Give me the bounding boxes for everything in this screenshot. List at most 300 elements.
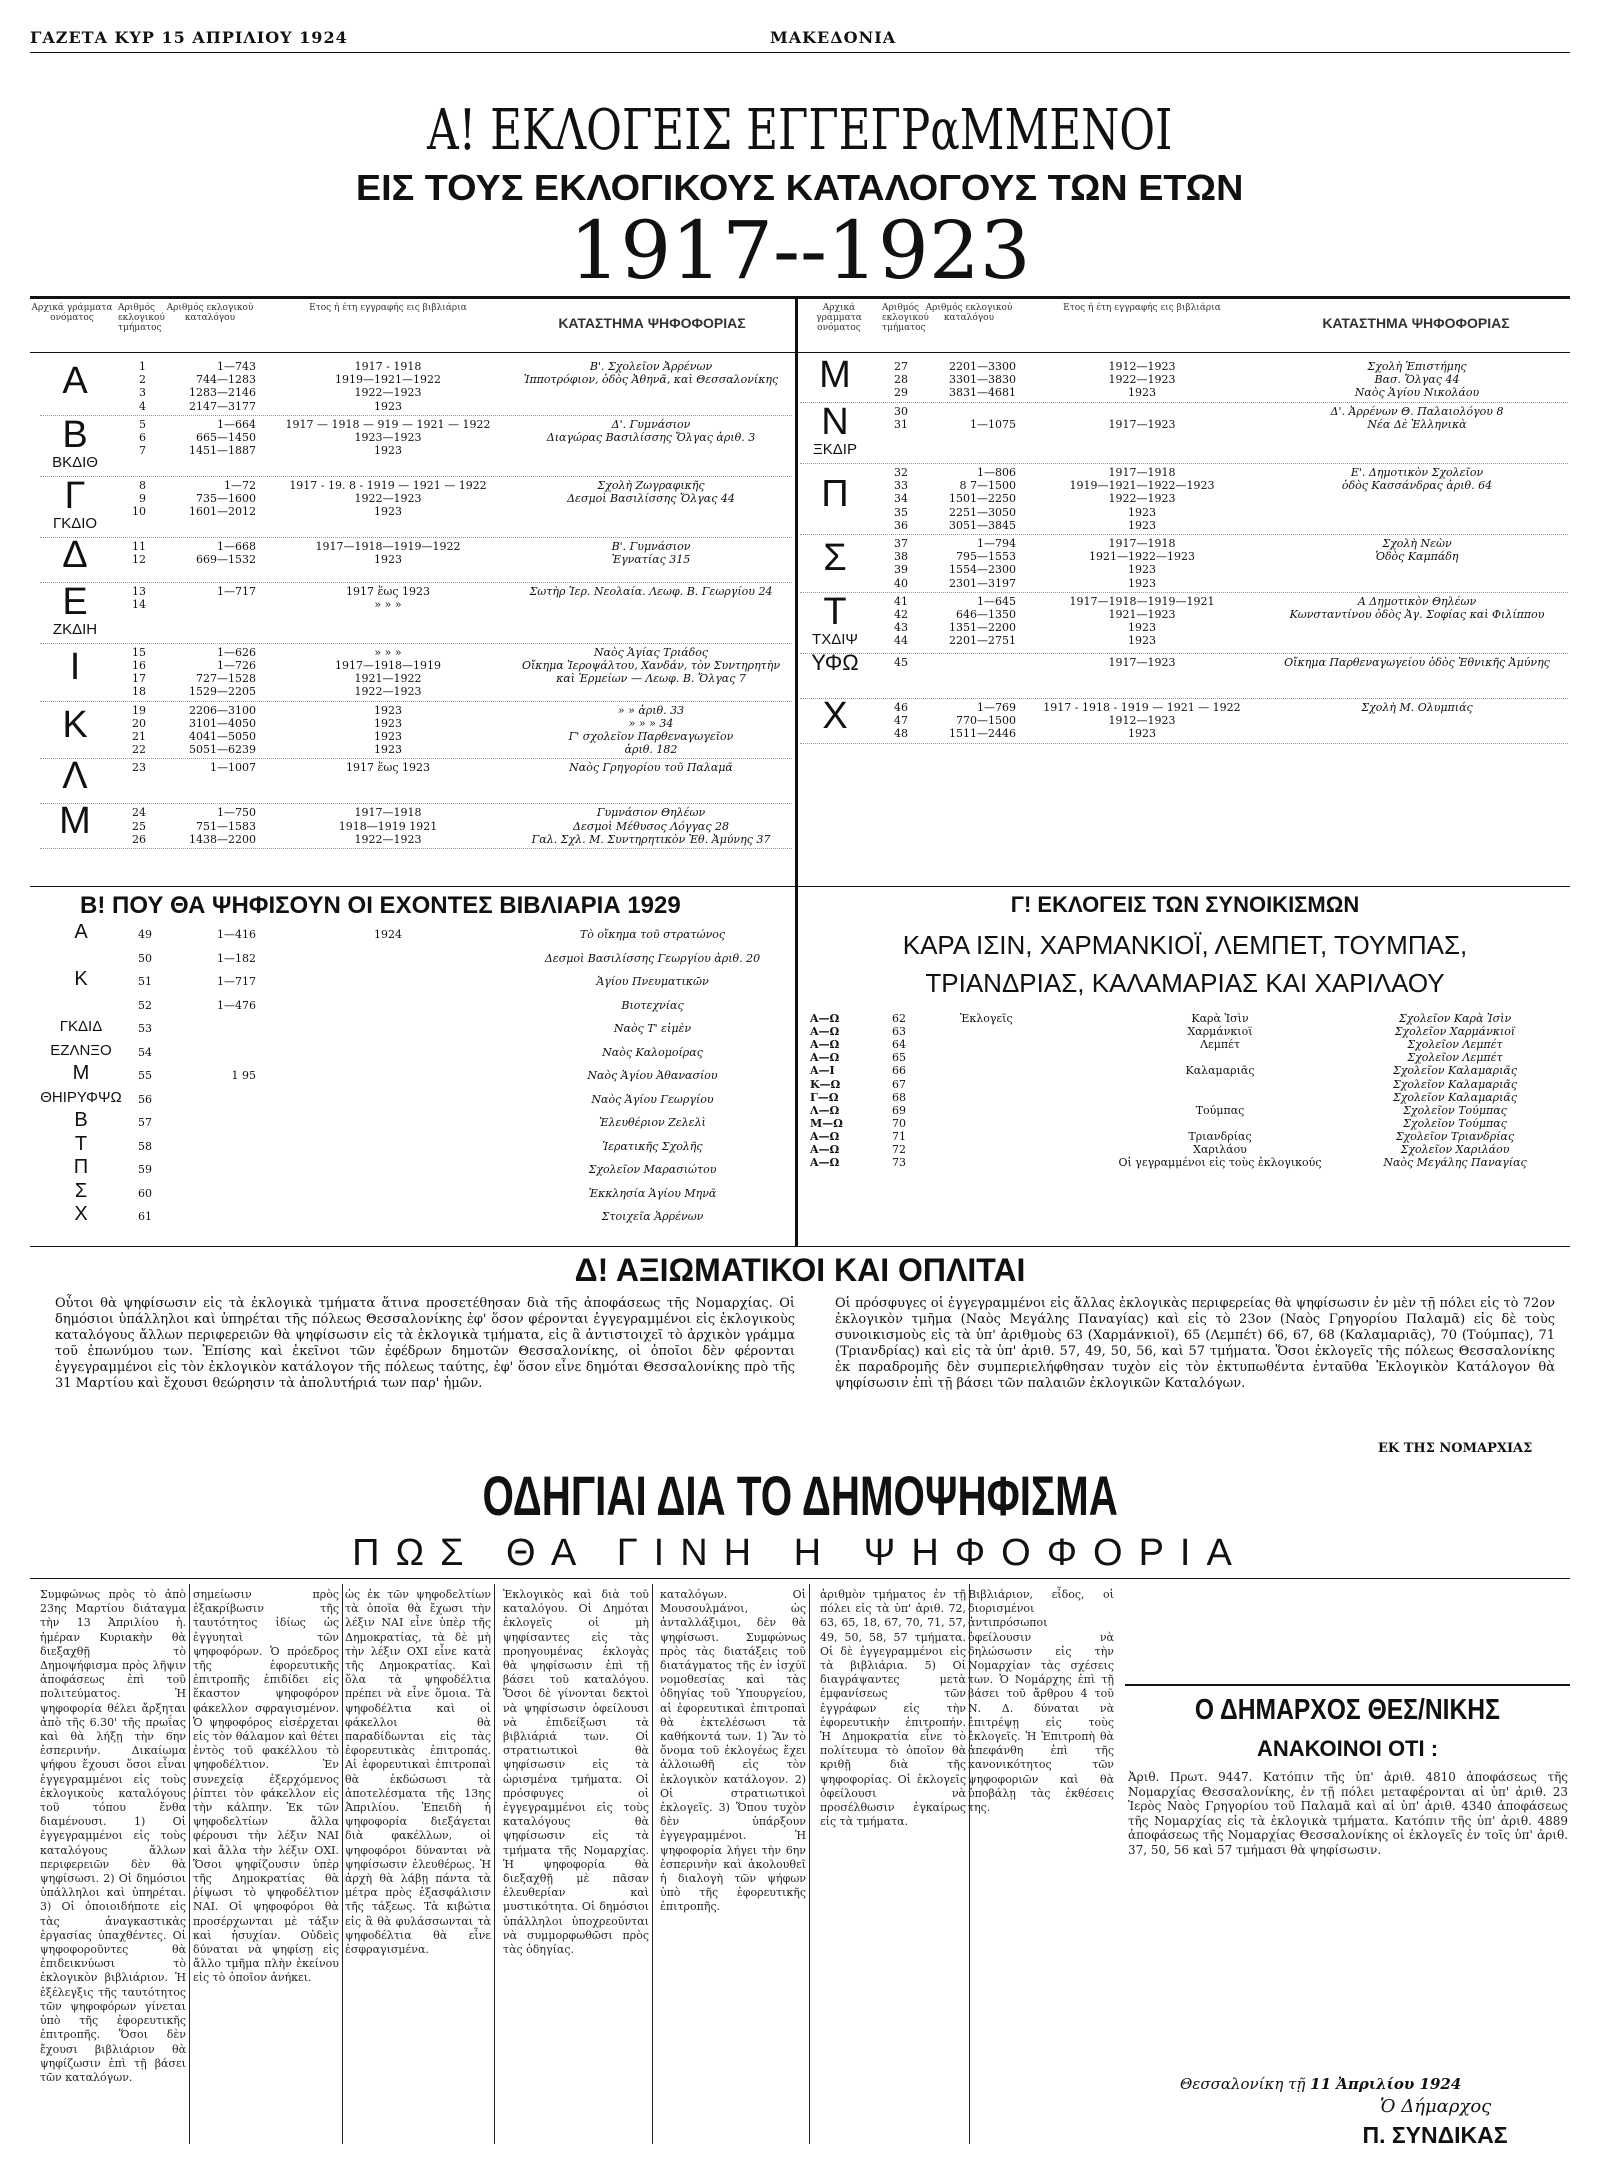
section-number: 54 (138, 1045, 152, 1059)
catalog-range: 1511—2446 (949, 727, 1016, 741)
registration-years: 1923—1923 (354, 431, 422, 444)
polling-station: Δεσμοὶ Βασιλίσσης Ὄλγας 44 (567, 492, 735, 505)
mayor-box-rule (1125, 1684, 1570, 1686)
letter-range: Κ—Ω (810, 1077, 841, 1091)
registration-years: 1923 (1128, 634, 1156, 648)
section-number: 7 (139, 444, 146, 458)
section-number: 19 (132, 703, 146, 717)
registration-years: 1921—1923 (1108, 608, 1176, 621)
catalog-range: 665—1450 (196, 431, 256, 444)
group-subletters: ΞΚΔΙΡ (813, 441, 857, 458)
polling-station: Διαγώρας Βασιλίσσης Ὄλγας ἀριθ. 3 (546, 431, 756, 444)
group-letter: Μ (59, 800, 91, 843)
hdr-station-r: ΚΑΤΑΣΤΗΜΑ ΨΗΦΟΦΟΡΙΑΣ (1322, 315, 1510, 331)
letter-range: Α—Ω (810, 1038, 840, 1052)
registration-years: 1923 (374, 743, 402, 757)
catalog-range: 1—806 (977, 466, 1016, 479)
mayor-subtitle: ΑΝΑΚΟΙΝΟΙ ΟΤΙ : (1256, 1736, 1439, 1761)
registration-years: 1917 ἕως 1923 (345, 584, 430, 598)
group-letter: Μ (72, 1062, 90, 1084)
polling-station: Βιοτεχνίας (621, 998, 684, 1012)
registration-years: 1924 (374, 928, 402, 941)
group-subletters: ΒΚΔΙΘ (52, 453, 98, 471)
section-number: 49 (138, 928, 152, 941)
group-rule (40, 848, 792, 849)
polling-station: Σχολεῖον Καλαμαριᾶς (1392, 1090, 1518, 1104)
group-letter: Π (73, 1156, 89, 1178)
letter-range: Α—Ω (810, 1156, 840, 1170)
group-letter: Χ (822, 694, 848, 737)
registration-years: 1923 (1128, 576, 1156, 590)
catalog-range: 3051—3845 (949, 518, 1016, 532)
catalog-range: 1351—2200 (949, 621, 1016, 635)
section-number: 37 (894, 537, 908, 550)
section-d-left-text: Οὗτοι θὰ ψηφίσωσιν εἰς τὰ ἐκλογικὰ τμήματα ἅτινα προσετέθησαν διὰ τῆς ἀποφάσεως τῆς Νομαρχίας. Οἱ δημόσιοι ὑπάλληλοι καὶ ὑπηρέται τῆς πόλεως Θεσσαλονίκης ἐφ' ὅσον φέρονται ἐγγεγραμμένοι εἰς ἐκλογικοὺς καταλόγους ἄλλων περιφερειῶν θὰ ψηφίσωσιν εἰς τὰ ἐκλογικὰ τμήματα, εἰς ἃ ἀντιστοιχεῖ τὸ ἀρχικὸν γράμμα τοῦ ἐπωνύμου των. Ἐπίσης καὶ ἐκεῖνοι τῶν ἐφέδρων δημοτῶν Θεσσαλονίκης, οἱ ὁποῖοι δὲν φέρονται ἐγγεγραμμένοι εἰς τὸν ἐκλογικὸν κατάλογον τῆς πόλεως ταύτης, ἐφ' ὅσον εἶνε δημόται Θεσσαλονίκης πρὸ τῆς 31 Μαρτίου καὶ ἔχουσι θεώρησιν τὰ ἀπολυτήριά των παρ' ἡμῶν. (55, 1296, 795, 1391)
hdr-numbers-l: Αριθμός εκλογικού καταλόγου (166, 303, 254, 323)
section-b-title: Β! ΠΟΥ ΘΑ ΨΗΦΙΣΟΥΝ ΟΙ ΕΧΟΝΤΕΣ ΒΙΒΛΙΑΡΙΑ 1929 (80, 892, 681, 919)
catalog-range: 1 95 (231, 1069, 256, 1082)
section-number: 63 (892, 1025, 906, 1039)
group-letter: Τ (823, 590, 847, 633)
section-number: 26 (132, 832, 146, 846)
group-letter: Β (74, 1109, 88, 1131)
mayor-title: Ο ΔΗΜΑΡΧΟΣ ΘΕΣ/ΝΙΚΗΣ (1195, 1694, 1500, 1726)
section-number: 52 (138, 998, 152, 1012)
letter-range: Μ—Ω (810, 1116, 843, 1130)
group-letter: Π (821, 473, 849, 515)
group-letter: Α (62, 360, 88, 403)
catalog-range: 646—1350 (956, 608, 1016, 621)
catalog-range: 1—717 (217, 584, 256, 598)
hdr-years-r: Ετος ή έτη εγγραφής εις βιβλιάρια (1063, 303, 1221, 313)
section-number: 57 (138, 1116, 152, 1129)
polling-station: Ναὸς Τ' εἰμὲν (613, 1022, 692, 1035)
settlement: Χαρμάνκιοϊ (1187, 1025, 1253, 1039)
polling-station: Ναὸς Ἁγίου Ἀθανασίου (587, 1069, 718, 1082)
group-letter: Β (62, 413, 88, 456)
polling-station: Ναὸς Ἁγίου Γεωργίου (591, 1092, 714, 1106)
letter-range: Α—Ω (810, 1025, 840, 1039)
column-rule (494, 1584, 495, 2144)
polling-station: Δεσμοὶ Βασιλίσσης Γεωργίου ἀριθ. 20 (544, 951, 761, 965)
polling-station: Σχολεῖον Τριανδρίας (1395, 1129, 1515, 1143)
group-rule (40, 537, 792, 538)
instruction-column: Βιβλιάριον, εἶδος, οἱ διορισμένοι ἀντιπρόσωποι ὀφείλουσιν νὰ δηλώσωσιν εἰς τὴν Νομαρχίαν τὰς σχέσεις των. Ὁ Νομάρχης ἐπὶ τῇ βάσει τοῦ ἄρθρου 4 τοῦ Ν. Δ. δύναται νὰ ἐπιτρέψῃ εἰς τοὺς ἐκλογεῖς. Ἡ Ἐπιτροπὴ θὰ ἀπεφάνθη ἐπὶ τῆς κανονικότητος τῶν ψηφοφοριῶν καὶ θὰ ὑποβάλῃ τὰς ἐκθέσεις της. (968, 1588, 1114, 1815)
polling-station: Γ' σχολεῖον Παρθεναγωγεῖον (568, 730, 734, 743)
catalog-range: 2251—3050 (949, 505, 1016, 519)
catalog-range: 1529—2205 (189, 685, 256, 699)
catalog-range: 2201—2751 (949, 634, 1016, 648)
section-number: 38 (894, 550, 908, 564)
section-number: 36 (894, 518, 908, 532)
registration-years: 1923 (374, 716, 402, 730)
column-rule (809, 1584, 810, 2144)
group-letter: Σ (74, 1179, 88, 1202)
section-number: 58 (138, 1139, 152, 1153)
section-number: 13 (132, 584, 146, 598)
catalog-range: 1—626 (217, 645, 256, 659)
section-number: 27 (894, 360, 908, 373)
section-number: 39 (894, 563, 908, 577)
polling-station: Β'. Γυμνάσιον (611, 539, 691, 553)
section-number: 1 (139, 360, 146, 373)
registration-years: 1923 (374, 444, 402, 458)
group-letter: Μ (819, 354, 851, 396)
section-number: 53 (138, 1022, 152, 1035)
registration-years: 1917—1918 (1108, 466, 1176, 479)
registration-years: 1917 - 19. 8 - 1919 — 1921 — 1922 (289, 478, 487, 492)
table-top-rule (30, 296, 1570, 299)
section-number: 62 (892, 1012, 906, 1025)
section-number: 12 (132, 553, 146, 566)
registration-years: 1912—1923 (1108, 714, 1176, 727)
polling-station: Ναὸς Μεγάλης Παναγίας (1383, 1156, 1527, 1170)
table-bottom-rule (30, 886, 1570, 887)
polling-station: Σχολεῖον Καρὰ Ἰσὶν (1398, 1012, 1512, 1025)
polling-station: Ναὸς Ἁγίου Νικολάου (1354, 386, 1480, 400)
section-number: 17 (132, 672, 146, 686)
group-rule (40, 803, 792, 804)
section-number: 72 (892, 1143, 906, 1156)
section-number: 21 (132, 730, 146, 743)
catalog-range: 5051—6239 (189, 743, 256, 757)
polling-station: Σχολὴ Μ. Ολυμπιάς (1361, 700, 1473, 714)
catalog-range: 1—717 (217, 975, 256, 988)
section-number: 11 (132, 539, 146, 553)
section-number: 33 (894, 479, 908, 493)
letter-range: Α—Ω (810, 1129, 840, 1143)
letter-range: Α—Ω (810, 1012, 840, 1025)
group-letter: ΓΚΔΙΔ (59, 1018, 103, 1035)
section-number: 3 (139, 386, 146, 400)
catalog-range: 1—668 (217, 539, 256, 553)
section-number: 10 (132, 505, 146, 519)
settlement: Καλαμαριᾶς (1185, 1064, 1255, 1078)
section-number: 50 (138, 951, 152, 965)
section-number: 73 (892, 1156, 906, 1170)
polling-station: Στοιχεῖα Ἁρρένων (601, 1210, 704, 1223)
letter-range: Α—Ω (810, 1051, 840, 1065)
section-number: 28 (894, 373, 908, 387)
registration-years: 1919—1921—1922—1923 (1069, 479, 1215, 493)
group-letter: Τ (74, 1132, 88, 1155)
section-e-subtitle: ΠΩΣ ΘΑ ΓΙΝΗ Η ΨΗΦΟΦΟΡΙΑ (352, 1532, 1248, 1574)
catalog-range: 1—794 (977, 537, 1016, 550)
polling-station: καὶ Ἑρμείων — Λεωφ. Β. Ὄλγας 7 (556, 672, 746, 686)
section-number: 32 (894, 466, 908, 479)
mayor-name: Π. ΣΥΝΔΙΚΑΣ (1362, 2122, 1508, 2148)
catalog-range: 735—1600 (196, 492, 256, 505)
group-rule (40, 758, 792, 759)
settlement: Καρὰ Ἰσὶν (1191, 1012, 1249, 1025)
group-letter: ΥΦΩ (811, 649, 859, 675)
registration-years: 1921—1922—1923 (1089, 550, 1195, 564)
section-number: 30 (894, 405, 908, 418)
section-number: 71 (892, 1129, 906, 1143)
registration-years: 1922—1923 (1108, 373, 1176, 387)
registration-years: 1922—1923 (354, 832, 422, 846)
section-number: 15 (132, 645, 146, 659)
group-letter: Ε (62, 580, 88, 623)
instruction-column: Συμφώνως πρὸς τὸ ἀπὸ 23ης Μαρτίου διάταγμα τὴν 13 Ἀπριλίου ἡ. ἡμέραν Κυριακὴν θὰ διεξαχθῇ τὸ Δημοψήφισμα πρὸς λῆψιν ἀποφάσεως ἐπὶ τοῦ πολιτεύματος. Ἡ ψηφοφορία θέλει ἄρξηται ἀπὸ τῆς 6.30' τῆς πρωΐας καὶ θὰ λήξῃ τὴν 6ην ἑσπερινήν. Δικαίωμα ψήφου ἔχουσι ὅσοι εἶναι ἐγγεγραμμένοι εἰς τοὺς ἐκλογικοὺς καταλόγους τοῦ τόπου ἔνθα διαμένουσι. 1) Οἱ ἐγγεγραμμένοι εἰς τοὺς καταλόγους ἄλλων περιφερειῶν δὲν θὰ ψηφίσωσι. 2) Οἱ δημόσιοι ὑπάλληλοι καὶ ὑπηρέται. 3) Οἱ ὁποιοιδήποτε εἰς τὰς ἀναγκαστικὰς ἐργασίας ὑπαχθέντες. Οἱ ψηφοφοροῦντες θὰ ἐπιδεικνύωσι τὸ ἐκλογικὸν βιβλιάριον. Ἡ ἐξέλεγξις τῆς ταυτότητος τῶν ψηφοφόρων γίνεται ὑπὸ τῆς ἐφορευτικῆς ἐπιτροπῆς. Ὅσοι δὲν ἔχουσι βιβλιάριον θὰ ψηφίζωσιν ἐπὶ τῇ βάσει τῶν καταλόγων. (40, 1588, 186, 2084)
registration-years: 1923 (1128, 518, 1156, 532)
section-number: 41 (894, 594, 908, 608)
hdr-station-l: ΚΑΤΑΣΤΗΜΑ ΨΗΦΟΦΟΡΙΑΣ (558, 315, 746, 331)
catalog-range: 1501—2250 (949, 492, 1016, 506)
polling-station: Ε'. Δημοτικὸν Σχολεῖον (1350, 466, 1484, 479)
registration-years: 1923 (374, 553, 402, 566)
section-c-title: Γ! ΕΚΛΟΓΕΙΣ ΤΩΝ ΣΥΝΟΙΚΙΣΜΩΝ (1010, 892, 1360, 917)
polling-station: Γαλ. Σχλ. Μ. Συντηρητικὸν Ἐθ. Ἀμύνης 37 (531, 832, 771, 846)
hdr-numbers-r: Αριθμός εκλογικού καταλόγου (925, 303, 1013, 323)
section-number: 68 (892, 1090, 906, 1104)
section-number: 55 (138, 1069, 152, 1082)
polling-station: Δεσμοὶ Μέθυσος Λόγγας 28 (573, 819, 729, 833)
catalog-range: 2301—3197 (949, 576, 1016, 590)
section-a-years: 1917--1923 (569, 204, 1031, 297)
section-number: 5 (139, 417, 146, 431)
section-d-title: Δ! ΑΞΙΩΜΑΤΙΚΟΙ ΚΑΙ ΟΠΛΙΤΑΙ (574, 1252, 1026, 1288)
section-e-rule (30, 1578, 1570, 1579)
registration-years: 1917—1923 (1108, 418, 1176, 432)
group-rule (40, 476, 792, 477)
section-number: 16 (132, 659, 146, 672)
catalog-range: 1554—2300 (949, 563, 1016, 577)
catalog-range: 727—1528 (196, 672, 256, 686)
section-number: 23 (132, 761, 146, 775)
catalog-range: 3101—4050 (189, 716, 256, 730)
registration-years: 1922—1923 (354, 386, 422, 400)
catalog-range: 1283—2146 (189, 386, 256, 400)
section-number: 35 (894, 505, 908, 519)
section-number: 67 (892, 1077, 906, 1091)
masthead-date: ΓΑΖΕΤΑ ΚΥΡ 15 ΑΠΡΙΛΙΟΥ 1924 (30, 28, 348, 47)
registration-years: » » » (374, 598, 402, 611)
polling-station: » » ἀριθ. 33 (617, 703, 685, 717)
section-number: 31 (894, 418, 908, 432)
catalog-range: 1601—2012 (189, 505, 256, 519)
catalog-range: 1—743 (217, 360, 256, 373)
registration-years: 1917—1918—1919—1922 (315, 539, 461, 553)
section-number: 8 (139, 478, 146, 492)
registration-years: 1912—1923 (1108, 360, 1176, 373)
group-letter: Λ (62, 755, 88, 798)
hdr-letter-r: Αρχικά γράμματα ονόματος (816, 303, 862, 333)
polling-station: Νέα Δὲ Ἑλληνικὰ (1367, 418, 1467, 432)
section-number: 29 (894, 386, 908, 400)
polling-station: Γυμνάσιον Θηλέων (596, 806, 706, 820)
section-number: 24 (132, 806, 146, 820)
section-number: 47 (894, 714, 908, 727)
section-number: 66 (892, 1064, 906, 1078)
table-header-rule (30, 352, 1570, 353)
section-number: 6 (139, 431, 146, 444)
section-number: 14 (132, 598, 146, 611)
section-number: 4 (139, 399, 146, 413)
catalog-range: 2206—3100 (189, 703, 256, 717)
polling-station: Α Δημοτικὸν Θηλέων (1357, 594, 1477, 608)
group-letter: Ν (821, 401, 849, 443)
settlement: Τούμπας (1195, 1103, 1245, 1117)
registration-years: 1923 (1128, 727, 1156, 741)
instruction-column: ἀριθμὸν τμήματος ἐν τῇ πόλει εἰς τὰ ὑπ' ἀριθ. 72, 63, 65, 18, 67, 70, 71, 57, 49, 50, 58, 57 τμήματα. Οἱ δὲ ἐγγεγραμμένοι εἰς τὰ βιβλιάρια. 5) Οἱ διαγράψαντες μετὰ ἐμφανίσεως τῶν ἐγγράφων εἰς τὴν ἐφορευτικὴν ἐπιτροπήν. Ἡ Δημοκρατία εἶνε τὸ πολίτευμα τὸ ὁποῖον θὰ κριθῇ διὰ τῆς ψηφοφορίας. Οἱ ἐκλογεῖς ὀφείλουσι νὰ προσέλθωσιν ἐγκαίρως εἰς τὰ τμήματα. (820, 1588, 966, 1829)
column-rule (342, 1584, 343, 2144)
registration-years: 1923 (374, 505, 402, 519)
group-letter: Α (74, 921, 88, 943)
letter-range: Λ—Ω (810, 1103, 840, 1117)
polling-station: Σχολεῖον Τούμπας (1403, 1116, 1507, 1130)
catalog-range: 1—72 (224, 478, 256, 492)
registration-years: 1917—1918—1919—1921 (1069, 594, 1215, 608)
masthead-rule (30, 52, 1570, 53)
group-subletters: ΓΚΔΙΟ (52, 514, 98, 532)
catalog-range: 770—1500 (956, 714, 1016, 727)
group-letter: Κ (74, 968, 88, 990)
polling-station: Σχολὴ Ἐπιστήμης (1367, 360, 1467, 373)
settlement: Τριανδρίας (1188, 1129, 1252, 1143)
registration-years: 1917—1918 (354, 806, 422, 820)
section-number: 43 (894, 621, 908, 635)
catalog-range: 751—1583 (196, 819, 256, 833)
registration-years: 1922—1923 (354, 492, 422, 505)
group-rule (40, 701, 792, 702)
catalog-range: 1—769 (977, 700, 1016, 714)
group-subletters: ΤΧΔΙΨ (812, 630, 858, 648)
group-rule (800, 402, 1568, 403)
catalog-range: 1—645 (977, 594, 1016, 608)
catalog-range: 8 7—1500 (959, 479, 1016, 493)
registration-years: 1923 (374, 703, 402, 717)
polling-station: Βασ. Ὄλγας 44 (1374, 373, 1460, 387)
polling-station: Ναὸς Ἁγίας Τριάδος (593, 645, 709, 659)
registration-years: 1917—1918—1919 (335, 659, 441, 672)
polling-station: Σχολεῖον Χαριλάου (1400, 1143, 1510, 1156)
catalog-range: 795—1553 (956, 550, 1016, 564)
letter-range: Α—Ω (810, 1143, 840, 1156)
section-number: 9 (139, 492, 146, 505)
polling-station: Ἐλευθέριον Ζελελὶ (599, 1116, 706, 1129)
registration-years: 1923 (1128, 505, 1156, 519)
section-c-line1: ΚΑΡΑ ΙΣΙΝ, ΧΑΡΜΑΝΚΙΟΪ, ΛΕΜΠΕΤ, ΤΟΥΜΠΑΣ, (902, 930, 1468, 960)
polling-station: Ἐκκλησία Ἁγίου Μηνᾶ (588, 1186, 717, 1200)
section-number: 2 (139, 373, 146, 387)
section-number: 44 (894, 634, 908, 648)
polling-station: Σωτὴρ Ἱερ. Νεολαία. Λεωφ. Β. Γεωργίου 24 (529, 584, 773, 598)
catalog-range: 744—1283 (196, 373, 256, 387)
catalog-range: 1451—1887 (189, 444, 256, 458)
group-letter: Ι (69, 646, 81, 689)
polling-station: Σχολεῖον Λεμπέτ (1407, 1051, 1503, 1065)
catalog-range: 1—476 (217, 998, 256, 1012)
registration-years: 1917—1918 (1108, 537, 1176, 550)
registration-years: 1923 (374, 730, 402, 743)
polling-station: Κωνσταντίνου ὁδὸς Ἀγ. Σοφίας καὶ Φιλίππου (1289, 608, 1545, 621)
section-number: 65 (892, 1051, 906, 1065)
polling-station: Ναὸς Γρηγορίου τοῦ Παλαμᾶ (569, 761, 733, 775)
section-number: 51 (138, 975, 152, 988)
registration-years: 1923 (374, 399, 402, 413)
section-number: 46 (894, 700, 908, 714)
section-number: 60 (138, 1186, 152, 1200)
mayor-date: Θεσσαλονίκη τῇ 11 Ἀπριλίου 1924 (1180, 2075, 1462, 2093)
column-rule (652, 1584, 653, 2144)
catalog-range: 4041—5050 (189, 730, 256, 743)
catalog-range: 1—416 (217, 928, 256, 941)
section-d-top-rule (30, 1246, 1570, 1247)
section-number: 64 (892, 1038, 906, 1052)
instruction-column: ὡς ἐκ τῶν ψηφοδελτίων τὰ ὁποῖα θὰ ἔχωσι τὴν λέξιν ΝΑΙ εἶνε ὑπὲρ τῆς Δημοκρατίας, τὰ δὲ μὴ τὴν λέξιν ΟΧΙ εἶνε κατὰ τῆς Δημοκρατίας. Καὶ ὅλα τὰ ψηφοδέλτια πρέπει νὰ εἶνε ὅμοια. Τὰ ψηφοδέλτια καὶ οἱ φάκελλοι θὰ παραδίδωνται εἰς τὰς ἐφορευτικὰς ἐπιτροπάς. Αἱ ἐφορευτικαὶ ἐπιτροπαὶ θὰ ἐκδώσωσι τὰ ἀποτελέσματα τῆς 13ης Ἀπριλίου. Ἐπειδὴ ἡ ψηφοφορία διεξάγεται διὰ φακέλλων, οἱ ψηφοφόροι δύνανται νὰ ψηφίσωσιν ἐλευθέρως. Ἡ ἀρχὴ θὰ λάβῃ πάντα τὰ μέτρα πρὸς ἐξασφάλισιν τῆς τάξεως. Τὰ κιβώτια εἰς ἃ θὰ φυλάσσωνται τὰ ψηφοδέλτια θὰ εἶνε ἐσφραγισμένα. (345, 1588, 491, 1957)
polling-station: Σχολεῖον Καλαμαριᾶς (1392, 1077, 1518, 1091)
catalog-range: 669—1532 (196, 553, 256, 566)
catalog-range: 1—750 (217, 806, 256, 820)
group-rule (40, 415, 792, 416)
group-letter: Χ (74, 1203, 88, 1225)
polling-station: Οἴκημα Παρθεναγωγείου ὁδὸς Ἐθνικῆς Ἀμύνης (1284, 655, 1550, 669)
letter-range: Α—Ι (810, 1064, 835, 1078)
catalog-range: 1—1007 (210, 761, 256, 775)
polling-station: Ἐγνατίας 315 (611, 553, 691, 566)
group-letter: Γ (64, 474, 86, 517)
section-number: 25 (132, 819, 146, 833)
polling-station: Ἁγίου Πνευματικῶν (596, 975, 709, 988)
section-number: 20 (132, 716, 146, 730)
catalog-range: 3831—4681 (949, 386, 1016, 400)
section-number: 22 (132, 743, 146, 757)
section-e-title: ΟΔΗΓΙΑΙ ΔΙΑ ΤΟ ΔΗΜΟΨΗΦΙΣΜΑ (482, 1464, 1118, 1527)
section-number: 40 (894, 576, 908, 590)
polling-station: Ἱπποτρόφιον, ὁδὸς Ἀθηνᾶ, καὶ Θεσσαλονίκης (523, 373, 779, 387)
section-number: 69 (892, 1103, 906, 1117)
group-rule (40, 582, 792, 583)
catalog-range: 1—1075 (970, 418, 1016, 432)
polling-station: Τὸ οἴκημα τοῦ στρατώνος (579, 928, 726, 941)
polling-station: Σχολὴ Νεὼν (1382, 537, 1452, 550)
column-rule (189, 1584, 190, 2144)
group-rule (800, 743, 1568, 744)
section-number: 18 (132, 685, 146, 699)
section-number: 34 (894, 492, 908, 506)
registration-years: 1917 — 1918 — 919 — 1921 — 1922 (285, 417, 491, 431)
hdr-years-l: Ετος ή έτη εγγραφής εις βιβλιάρια (309, 303, 467, 313)
hdr-section-l: Αριθμός εκλογικού τμήματος (118, 303, 165, 333)
catalog-range: 1—726 (217, 659, 256, 672)
catalog-range: 2201—3300 (949, 360, 1016, 373)
group-rule (40, 643, 792, 644)
section-bc-divider (795, 886, 798, 1246)
table-divider (795, 296, 798, 886)
group-letter: ΘΗΙΡΥΦΨΩ (40, 1088, 122, 1106)
registration-years: 1923 (1128, 621, 1156, 635)
settlement: Λεμπέτ (1200, 1038, 1240, 1052)
polling-station: ἀριθ. 182 (624, 743, 678, 757)
section-number: 56 (138, 1092, 152, 1106)
polling-station: Σχολὴ Ζωγραφικῆς (597, 478, 705, 492)
group-letter: Σ (823, 537, 847, 580)
registration-years: 1919—1921—1922 (335, 373, 441, 387)
polling-station: Σχολεῖον Λεμπέτ (1407, 1038, 1503, 1052)
registration-years: 1923 (1128, 563, 1156, 577)
section-number: 45 (894, 655, 908, 669)
catalog-range: 3301—3830 (949, 373, 1016, 387)
section-d-signature: ΕΚ ΤΗΣ ΝΟΜΑΡΧΙΑΣ (1378, 1441, 1533, 1456)
polling-station: » » » 34 (628, 716, 674, 730)
section-d-right-text: Οἱ πρόσφυγες οἱ ἐγγεγραμμένοι εἰς ἄλλας ἐκλογικὰς περιφερείας θὰ ψηφίσωσιν ἐν μὲν τῇ πόλει εἰς τὸ 72ον ἐκλογικὸν τμῆμα (Ναὸς Μεγάλης Παναγίας) καὶ εἰς τὸ 23ον (Ναὸς Γρηγορίου Παλαμᾶ) εἰς δὲ τοὺς συνοικισμοὺς εἰς τὰ ὑπ' ἀριθμοὺς 63 (Χαρμάνκιοϊ), 65 (Λεμπέτ) 66, 67, 68 (Καλαμαριᾶς), 70 (Τούμπας), 71 (Τριανδρίας) καὶ εἰς τὰ ὑπ' ἀριθ. 57, 49, 50, 56, καὶ 57 τμήματα. Ὅσοι ἐκλογεῖς τῆς πόλεως Θεσσαλονίκης ἐκ παραδρομῆς δὲν συμπεριελήφθησαν τυχὸν εἰς τὸν ἐκτυπωθέντα ἐνταῦθα Ἐκλογικὸν Κατάλογον θὰ ψηφίσωσιν ἐπὶ τῇ βάσει τῶν παλαιῶν ἐκλογικῶν Καταλόγων. (835, 1296, 1555, 1391)
polling-station: Δ'. Γυμνάσιον (611, 417, 691, 431)
mayor-body: Ἀριθ. Πρωτ. 9447. Κατόπιν τῆς ὑπ' ἀριθ. 4810 ἀποφάσεως τῆς Νομαρχίας Θεσσαλονίκης, ἐν τῇ πόλει μεταφέρονται αἱ ὑπ' ἀριθ. 23 Ἱερὸς Ναὸς Γρηγορίου τοῦ Παλαμᾶ καὶ αἱ ὑπ' ἀριθ. 4340 ἀποφάσεως τῆς Νομαρχίας εἰς τὰ ἐκλογικὰ τμήματα. Κατόπιν τῆς ὑπ' ἀριθ. 4889 ἀποφάσεως τῆς Νομαρχίας Θεσσαλονίκης οἱ ἐκλογεῖς ἐν τοῖς ὑπ' ἀριθ. 37, 50, 56 καὶ 57 τμήμασι θὰ ψηφίσωσιν. (1128, 1770, 1568, 1857)
voter-group: Ἐκλογεῖς (960, 1012, 1013, 1025)
group-subletters: ΖΚΔΙΗ (52, 620, 98, 638)
section-number: 42 (894, 608, 908, 621)
